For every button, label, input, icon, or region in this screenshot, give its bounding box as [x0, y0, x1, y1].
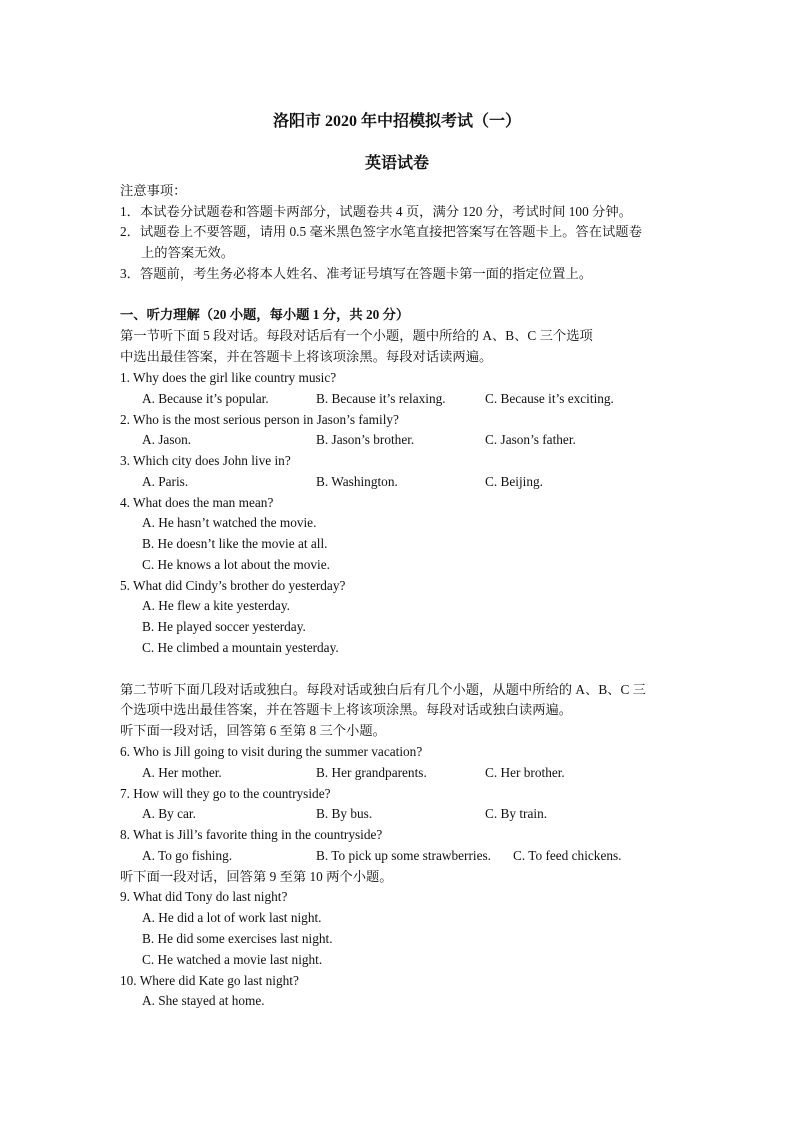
question-5: 5. What did Cindy’s brother do yesterday? [120, 578, 346, 593]
q9-option-c: C. He watched a movie last night. [142, 952, 323, 967]
q4-option-c: C. He knows a lot about the movie. [142, 557, 330, 572]
q7-option-b: B. By bus. [316, 806, 373, 821]
q5-option-a: A. He flew a kite yesterday. [142, 598, 290, 613]
question-8: 8. What is Jill’s favorite thing in the countryside? [120, 827, 383, 842]
q1-option-b: B. Because it’s relaxing. [316, 391, 446, 406]
notes-item-2: 2．试题卷上不要答题，请用 0.5 毫米黑色签字水笔直接把答案写在答题卡上。答在试题卷 [120, 224, 642, 239]
question-7: 7. How will they go to the countryside? [120, 786, 331, 801]
q8-option-b: B. To pick up some strawberries. [316, 848, 491, 863]
notes-item-2-cont: 上的答案无效。 [141, 245, 235, 260]
q3-option-c: C. Beijing. [485, 474, 543, 489]
notes-item-1: 1．本试卷分试题卷和答题卡两部分，试题卷共 4 页，满分 120 分，考试时间 100 分钟。 [120, 204, 632, 219]
q9-option-b: B. He did some exercises last night. [142, 931, 333, 946]
question-2: 2. Who is the most serious person in Jason’s family? [120, 412, 399, 427]
question-1: 1. Why does the girl like country music? [120, 370, 337, 385]
page-title: 洛阳市 2020 年中招模拟考试（一） [272, 113, 521, 130]
q6-option-a: A. Her mother. [142, 765, 222, 780]
q1-option-c: C. Because it’s exciting. [485, 391, 614, 406]
question-10: 10. Where did Kate go last night? [120, 973, 299, 988]
q8-option-a: A. To go fishing. [142, 848, 233, 863]
notes-heading: 注意事项： [120, 183, 187, 198]
q7-option-c: C. By train. [485, 806, 548, 821]
q6-option-b: B. Her grandparents. [316, 765, 427, 780]
q4-option-b: B. He doesn’t like the movie at all. [142, 536, 328, 551]
q10-option-a: A. She stayed at home. [142, 993, 265, 1008]
q3-option-b: B. Washington. [316, 474, 398, 489]
q1-option-a: A. Because it’s popular. [142, 391, 269, 406]
page-subtitle: 英语试卷 [364, 155, 429, 172]
q3-option-a: A. Paris. [142, 474, 189, 489]
q2-option-c: C. Jason’s father. [485, 432, 576, 447]
question-3: 3. Which city does John live in? [120, 453, 291, 468]
dialog-instruction-1: 听下面一段对话，回答第 6 至第 8 三个小题。 [120, 723, 386, 738]
q9-option-a: A. He did a lot of work last night. [142, 910, 322, 925]
q2-option-a: A. Jason. [142, 432, 192, 447]
q6-option-c: C. Her brother. [485, 765, 565, 780]
q4-option-a: A. He hasn’t watched the movie. [142, 515, 317, 530]
question-9: 9. What did Tony do last night? [120, 889, 288, 904]
q5-option-b: B. He played soccer yesterday. [142, 619, 306, 634]
section1-intro: 第一节听下面 5 段对话。每段对话后有一个小题，题中所给的 A、B、C 三个选项 [120, 328, 593, 343]
q7-option-a: A. By car. [142, 806, 196, 821]
question-6: 6. Who is Jill going to visit during the summer vacation? [120, 744, 423, 759]
section1-heading: 一、听力理解（20 小题，每小题 1 分，共 20 分） [120, 307, 410, 322]
question-4: 4. What does the man mean? [120, 495, 274, 510]
dialog-instruction-2: 听下面一段对话，回答第 9 至第 10 两个小题。 [120, 869, 393, 884]
section1-intro-cont: 中选出最佳答案，并在答题卡上将该项涂黑。每段对话读两遍。 [120, 349, 493, 364]
q8-option-c: C. To feed chickens. [513, 848, 622, 863]
section2-intro-cont: 个选项中选出最佳答案，并在答题卡上将该项涂黑。每段对话或独白读两遍。 [120, 702, 573, 717]
section2-intro: 第二节听下面几段对话或独白。每段对话或独白后有几个小题，从题中所给的 A、B、C 三 [120, 682, 646, 697]
q2-option-b: B. Jason’s brother. [316, 432, 415, 447]
q5-option-c: C. He climbed a mountain yesterday. [142, 640, 339, 655]
notes-item-3: 3．答题前，考生务必将本人姓名、准考证号填写在答题卡第一面的指定位置上。 [120, 266, 593, 281]
